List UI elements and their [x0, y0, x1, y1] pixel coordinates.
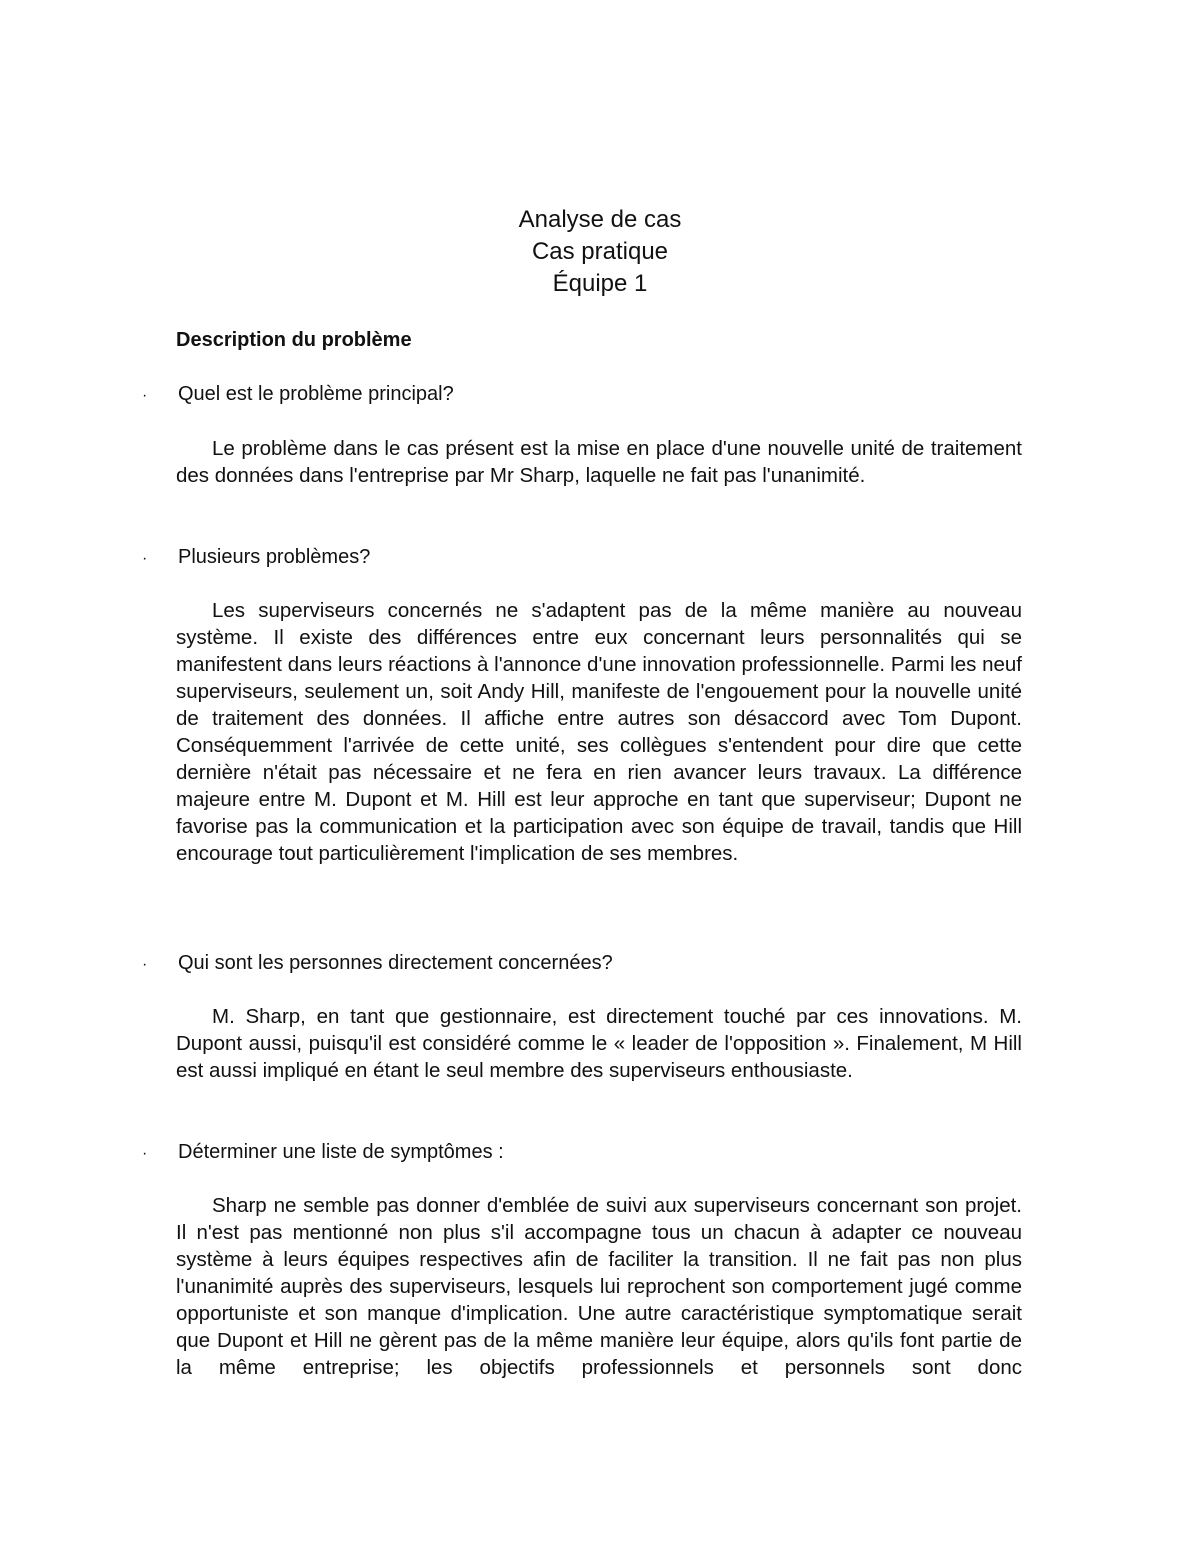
section-heading: Description du problème [176, 329, 412, 351]
bullet-icon: · [142, 1145, 148, 1162]
question-text: Plusieurs problèmes? [178, 546, 371, 568]
answer-2: Les superviseurs concernés ne s'adaptent pas de la même manière au nouveau système. Il existe des différences entre eux concernant leurs personnalités qui se manifestent dans leurs réactions à l'annonce d'une innovation professionnelle. Parmi les neuf superviseurs, seulement un, soit Andy Hill, manifeste de l'engouement pour la nouvelle unité de traitement des données. Il affiche entre autres son désaccord avec Tom Dupont. Conséquemment l'arrivée de cette unité, ses collègues s'entendent pour dire que cette dernière n'était pas nécessaire et ne fera en rien avancer leurs travaux. La différence majeure entre M. Dupont et M. Hill est leur approche en tant que superviseur; Dupont ne favorise pas la communication et la participation avec son équipe de travail, tandis que Hill encourage tout particulièrement l'implication de ses membres. [176, 599, 1022, 865]
question-4 [142, 1138, 504, 1168]
answer-1: Le problème dans le cas présent est la mise en place d'une nouvelle unité de traitement des données dans l'entreprise par Mr Sharp, laquelle ne fait pas l'unanimité. [176, 437, 1022, 487]
answer-4: Sharp ne semble pas donner d'emblée de suivi aux superviseurs concernant son projet. Il n'est pas mentionné non plus s'il accompagne tous un chacun à adapter ce nouveau système à leurs équipes respectives afin de faciliter la transition. Il ne fait pas non plus l'unanimité auprès des superviseurs, lesquels lui reprochent son comportement jugé comme opportuniste et son manque d'implication. Une autre caractéristique symptomatique serait que Dupont et Hill ne gèrent pas de la même manière leur équipe, alors qu'ils font partie de la même entreprise; les objectifs professionnels et personnels sont donc [176, 1194, 1022, 1379]
title-line-2: Cas pratique [531, 238, 669, 265]
question-3 [142, 949, 613, 979]
question-2 [142, 543, 370, 573]
title-line-1: Analyse de cas [518, 206, 682, 233]
document-title [0, 204, 1200, 300]
question-text: Déterminer une liste de symptômes : [178, 1141, 504, 1163]
answer-3: M. Sharp, en tant que gestionnaire, est directement touché par ces innovations. M. Dupont aussi, puisqu'il est considéré comme le « leader de l'opposition ». Finalement, M Hill est aussi impliqué en étant le seul membre des superviseurs enthousiaste. [176, 1005, 1022, 1082]
bullet-icon: · [142, 550, 148, 567]
title-line-3: Équipe 1 [552, 270, 648, 297]
question-text: Qui sont les personnes directement concernées? [178, 952, 613, 974]
question-1 [142, 380, 454, 410]
bullet-icon: · [142, 956, 148, 973]
bullet-icon: · [142, 387, 148, 404]
question-text: Quel est le problème principal? [178, 383, 454, 405]
